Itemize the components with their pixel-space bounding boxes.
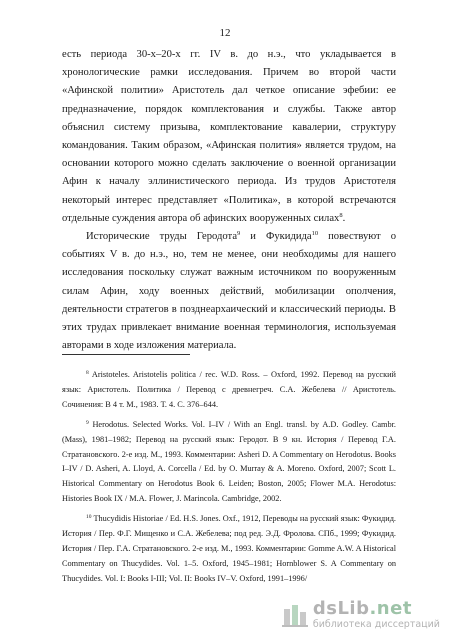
footnote-10 — [62, 512, 396, 587]
footnote-text: Herodotus. Selected Works. Vol. I–IV / With an Engl. transl. by A.D. Godley. Cambr. (Mass), 1981–1982; Перевод на русский язык: Геродот. В 9 кн. История / Перевод Г.А. Стратановского. 2-е изд. М., 1993. Комментарии: Asheri D. A Commentary on Herodotus. Books I–IV / D. Asheri, A. Lloyd, A. Corcella / Ed. by O. Murray & A. Moreno. Oxford, 2007; Scott L. Historical Commentary on Herodotus Book 6. Leiden; Boston, 2005; Flower M.A. Herodotus: Histories Book IX / M.A. Flower, J. Marincola. Cambridge, 2002. — [62, 419, 396, 504]
footnote-ref-9[interactable]: 9 — [237, 230, 241, 238]
footnote-separator — [62, 354, 190, 355]
watermark-text — [312, 597, 440, 630]
watermark-brand — [312, 597, 440, 619]
page-number: 12 — [219, 27, 231, 39]
paragraph-2-text-a: Исторические труды Геродота — [86, 231, 238, 243]
footnote-8 — [62, 368, 396, 413]
footnote-mark: 10 — [86, 514, 92, 521]
footnote-mark: 8 — [86, 370, 89, 376]
footnote-text: Aristoteles. Aristotelis politica / rec. W.D. Ross. – Oxford, 1992. Перевод на русский язык: Аристотель. Политика / Перевод с древнегреч. С.А. Жебелева // Аристотель. Сочинения: В 4 т. М., 1983. Т. 4. С. 376–644. — [62, 370, 396, 409]
paragraph-2-text-b: и Фукидида — [240, 231, 312, 243]
footnote-mark: 9 — [86, 419, 89, 426]
watermark-subtitle: библиотека диссертаций — [312, 618, 440, 630]
footnote-text: Thucydidis Historiae / Ed. H.S. Jones. Oxf., 1912, Переводы на русский язык: Фукидид. История / Пер. Ф.Г. Мищенко и С.А. Жебелева; под ред. Э.Д. Фролова. СПб., 1999; Фукидид. История / Пер. Г.А. Стратановского. 2-е изд. М., 1993. Комментарии: Gomme A.W. A Historical Commentary on Thucydides. Vol. 1–5. Oxford, 1945–1981; Hornblower S. A Commentary on Thucydides. Vol. I: Books I-III; Vol. II: Books IV–V. Oxford, 1991–1996/ — [62, 514, 396, 583]
dslib-watermark[interactable] — [281, 597, 440, 630]
paragraph-1 — [62, 46, 396, 228]
footnote-ref-8[interactable]: 8 — [339, 211, 343, 219]
watermark-brand-main: dsLib — [312, 597, 370, 619]
footnote-ref-10[interactable]: 10 — [311, 230, 319, 238]
footnote-9 — [62, 418, 396, 507]
main-text — [62, 46, 396, 355]
paragraph-2 — [62, 228, 396, 355]
footnotes — [62, 368, 396, 592]
paragraph-1-text: есть периода 30-х–20-х гг. IV в. до н.э., что укладывается в хронологические рамки исследования. Причем во второй части «Афинской политии» Аристотель дал четкое описание эфебии: ее предназначение, порядок комплектования и службы. Также автор объяснил систему призыва, комплектование кавалерии, структуру командования. Таким образом, «Афинская полития» является трудом, на основании которого можно сделать заключение о военной организации Афин к началу эллинистического периода. Из трудов Аристотеля некоторый интерес представляет «Политика», в которой встречаются отдельные суждения автора об афинских вооруженных силах — [62, 49, 396, 224]
paragraph-1-end: . — [342, 212, 346, 224]
watermark-brand-tld: .net — [369, 597, 412, 619]
dslib-logo-icon — [281, 600, 309, 628]
paragraph-2-text-c: повествуют о событиях V в. до н.э., но, тем не менее, они необходимы для нашего исследования поскольку служат важным источником по вооруженным силам Афин, ходу военных действий, мобилизации ополчения, деятельности стратегов в позднеархаический и классический периоды. В этих трудах привлекает внимание военная терминология, используемая авторами в ходе изложения материала. — [62, 231, 396, 352]
